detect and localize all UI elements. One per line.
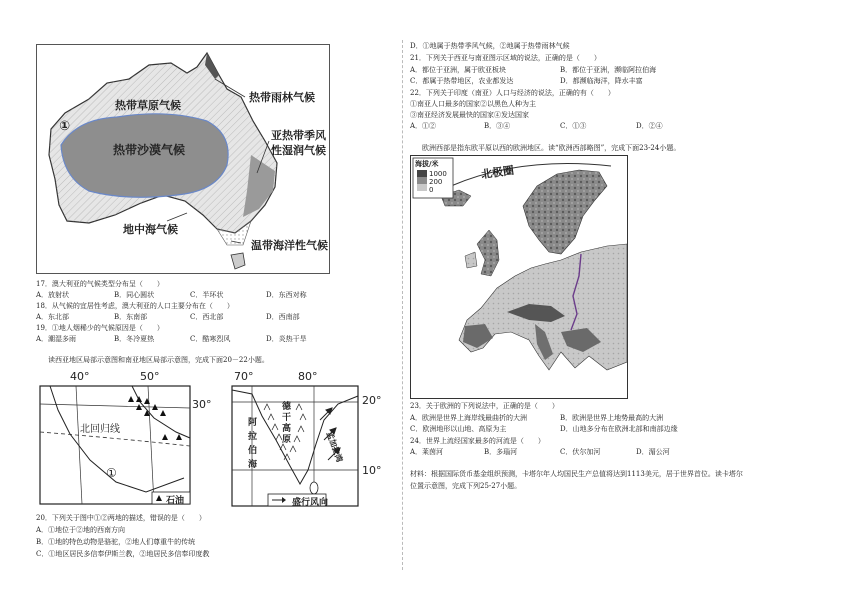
q19-option-c: C．酷寒烈风 [190, 335, 231, 343]
label-arabian-sea: 阿 拉 伯 海 [248, 418, 258, 470]
q19-option-a: A．潮湿多雨 [36, 335, 77, 343]
q24-option-a: A．莱茵河 [410, 448, 444, 456]
material-line-2: 位置示意图，完成下列25-27小题。 [410, 482, 522, 490]
q18-option-c: C．西北部 [190, 313, 224, 321]
q22-option-b: B．③④ [484, 122, 511, 130]
q24-option-b: B．多瑙河 [484, 448, 518, 456]
label-tropic: 北回归线 [80, 424, 120, 435]
question-20: 20．下列关于图中①②两地的描述，错误的是（ ） [36, 514, 206, 522]
column-divider [402, 40, 403, 570]
q18-option-d: D．西南部 [266, 313, 300, 321]
q19-option-b: B．冬冷夏热 [114, 335, 155, 343]
europe-map [410, 155, 628, 399]
q22-option-c: C．①③ [560, 122, 587, 130]
question-17: 17．澳大利亚的气候类型分布呈（ ） [36, 280, 164, 288]
q22-item-2: ③南亚经济发展最快的国家④发达国家 [410, 111, 529, 119]
q21-option-b: B．都位于亚洲，濒临阿拉伯海 [560, 66, 657, 74]
label-rainforest: 热带雨林气候 [249, 91, 315, 104]
q20-option-c: C．①地区居民多信奉伊斯兰教，②地居民多信奉印度教 [36, 550, 210, 558]
q22-option-d: D．②④ [636, 122, 663, 130]
q22-option-a: A．①② [410, 122, 437, 130]
q18-option-b: B．东南部 [114, 313, 148, 321]
q19-option-d: D．炎热干旱 [266, 335, 307, 343]
label-temperate: 温带海洋性气候 [251, 239, 328, 252]
q17-option-b: B．同心圆状 [114, 291, 155, 299]
legend-elevation-1000: 1000 [429, 170, 447, 178]
label-lon-40: 40° [70, 370, 90, 383]
label-bay-of-bengal: 孟加拉湾 [324, 430, 345, 464]
q20-option-a: A．①地位于②地的西南方向 [36, 526, 126, 534]
legend-wind: 盛行风向 [292, 498, 329, 508]
q21-option-a: A．都位于亚洲，属于欧亚板块 [410, 66, 507, 74]
q17-option-a: A．放射状 [36, 291, 70, 299]
west-asia-map-graphic [36, 380, 212, 510]
label-savanna: 热带草原气候 [115, 99, 181, 112]
label-subtropical-line1: 亚热带季风 [271, 129, 326, 142]
legend-oil: 石油 [166, 496, 185, 506]
q17-option-d: D．东西对称 [266, 291, 307, 299]
label-mediterranean: 地中海气候 [123, 223, 178, 236]
label-deccan: 德 干 高 原 [282, 402, 292, 445]
q20-option-d: D．①地属于热带季风气候，②地属于热带雨林气候 [410, 42, 570, 50]
q24-option-c: C．伏尔加河 [560, 448, 601, 456]
q23-option-c: C．欧洲地形以山地、高原为主 [410, 425, 507, 433]
label-lat-20: 20° [362, 394, 382, 407]
label-lat-30: 30° [192, 398, 212, 411]
south-asia-map [228, 370, 398, 510]
europe-map-graphic [411, 156, 627, 398]
label-arctic-circle: 北极圈 [480, 163, 515, 182]
q24-option-d: D．湄公河 [636, 448, 670, 456]
label-lon-50: 50° [140, 370, 160, 383]
question-19: 19．①地人烟稀少的气候原因是（ ） [36, 324, 164, 332]
australia-climate-map [36, 44, 330, 274]
q20-option-b: B．①地的特色动物是骆驼，②地人们尊重牛的传统 [36, 538, 196, 546]
legend-elevation-0: 0 [429, 186, 434, 194]
q23-option-a: A．欧洲是世界上海岸线最曲折的大洲 [410, 414, 528, 422]
question-22: 22．下列关于印度（南亚）人口与经济的说法，正确的有（ ） [410, 89, 615, 97]
question-24: 24．世界上流经国家最多的河流是（ ） [410, 437, 545, 445]
question-23: 23．关于欧洲的下列说法中，正确的是（ ） [410, 402, 559, 410]
label-lat-10: 10° [362, 464, 382, 477]
intro-23-24: 欧洲西部是指东欧平原以西的欧洲地区。读“欧洲西部略图”，完成下面23-24小题。 [422, 144, 681, 152]
label-desert: 热带沙漠气候 [113, 143, 186, 157]
marker-1: ① [59, 119, 71, 134]
label-lon-80: 80° [298, 370, 318, 383]
q17-option-c: C．半环状 [190, 291, 224, 299]
question-18: 18．从气候的宜居性考虑，澳大利亚的人口主要分布在（ ） [36, 302, 234, 310]
q22-item-1: ①南亚人口最多的国家②以黑色人种为主 [410, 100, 536, 108]
legend-elevation-200: 200 [429, 178, 443, 186]
q21-option-d: D．都濒临海洋，降水丰富 [560, 77, 643, 85]
q23-option-d: D．山地多分布在欧洲北部和南部边缘 [560, 425, 678, 433]
q21-option-c: C．都属于热带地区，农业都发达 [410, 77, 514, 85]
material-line-1: 材料：根据国际货币基金组织预测，卡塔尔年人均国民生产总值将达到1113美元，居于世界首位。读卡塔尔 [410, 470, 743, 478]
legend-elevation-title: 海拔/米 [415, 160, 439, 168]
q18-option-a: A．东北部 [36, 313, 70, 321]
label-subtropical-line2: 性湿润气候 [271, 144, 326, 157]
west-asia-map [36, 370, 212, 510]
marker-1-west-asia: ① [106, 466, 117, 480]
question-21: 21．下列关于西亚与南亚图示区域的说法，正确的是（ ） [410, 54, 601, 62]
intro-20-22: 读西亚地区局部示意图和南亚地区局部示意图，完成下面20－22小题。 [48, 356, 269, 364]
q23-option-b: B．欧洲是世界上地势最高的大洲 [560, 414, 664, 422]
label-lon-70: 70° [234, 370, 254, 383]
